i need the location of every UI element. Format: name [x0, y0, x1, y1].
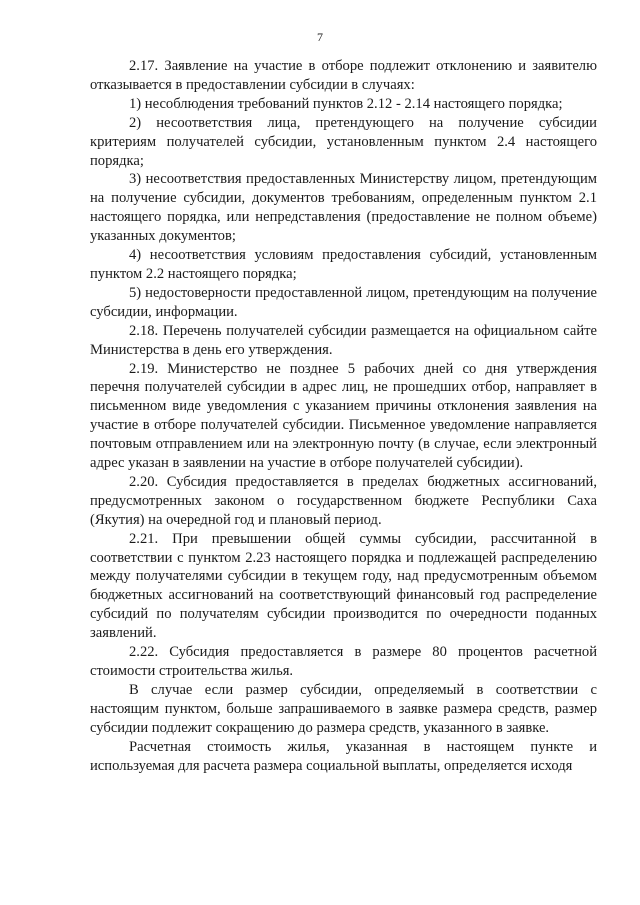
- document-body: [90, 57, 597, 775]
- paragraph-2-17-item-4: 4) несоответствия условиям предоставления субсидий, установленным пунктом 2.2 настоящего порядка;: [90, 247, 597, 282]
- paragraph-2-17-item-5: 5) недостоверности предоставленной лицом, претендующим на получение субсидии, информации.: [90, 284, 597, 320]
- paragraph-2-20: 2.20. Субсидия предоставляется в пределах бюджетных ассигнований, предусмотренных законом о государственном бюджете Республики Саха (Якутия) на очередной год и плановый период.: [90, 473, 597, 528]
- page-number: 7: [317, 30, 323, 44]
- paragraph-2-17-item-2: 2) несоответствия лица, претендующего на получение субсидии критериям получателей субсидии, установленным пунктом 2.4 настоящего порядка;: [90, 114, 597, 169]
- paragraph-2-17-item-1: 1) несоблюдения требований пунктов 2.12 - 2.14 настоящего порядка;: [129, 95, 563, 112]
- paragraph-2-17-item-3: 3) несоответствия предоставленных Министерству лицом, претендующим на получение субсидии, документов требованиям, определенным пунктом 2.1 настоящего порядка, или непредставления (предоставление не полном объеме) указанных документов;: [90, 171, 597, 245]
- paragraph-2-22: 2.22. Субсидия предоставляется в размере 80 процентов расчетной стоимости строительства жилья.: [90, 644, 597, 679]
- paragraph-2-18: 2.18. Перечень получателей субсидии размещается на официальном сайте Министерства в день его утверждения.: [90, 322, 597, 358]
- paragraph-2-19: 2.19. Министерство не позднее 5 рабочих дней со дня утверждения перечня получателей субсидии в адрес лиц, не прошедших отбор, направляет в письменном виде уведомления с указанием причины отклонения заявления на участие в отборе получателей субсидии. Письменное уведомление направляется почтовым отправлением или на электронную почту (в случае, если электронный адрес указан в заявлении на участие в отборе получателей субсидии).: [90, 360, 597, 472]
- paragraph-2-17: 2.17. Заявление на участие в отборе подлежит отклонению и заявителю отказывается в предоставлении субсидии в случаях:: [90, 58, 597, 93]
- paragraph-2-21: 2.21. При превышении общей суммы субсидии, рассчитанной в соответствии с пунктом 2.23 настоящего порядка и подлежащей распределению между получателями субсидии в текущем году, над предусмотренным объемом бюджетных ассигнований на соответствующий финансовый год распределение субсидий по получателям субсидии производится по очередности поданных заявлений.: [90, 530, 597, 642]
- paragraph-2-22-reduction: В случае если размер субсидии, определяемый в соответствии с настоящим пунктом, больше запрашиваемого в заявке размера средств, размер субсидии подлежит сокращению до размера средств, указанного в заявке.: [90, 681, 597, 736]
- paragraph-2-22-cost: Расчетная стоимость жилья, указанная в настоящем пункте и используемая для расчета размера социальной выплаты, определяется исходя: [90, 738, 597, 774]
